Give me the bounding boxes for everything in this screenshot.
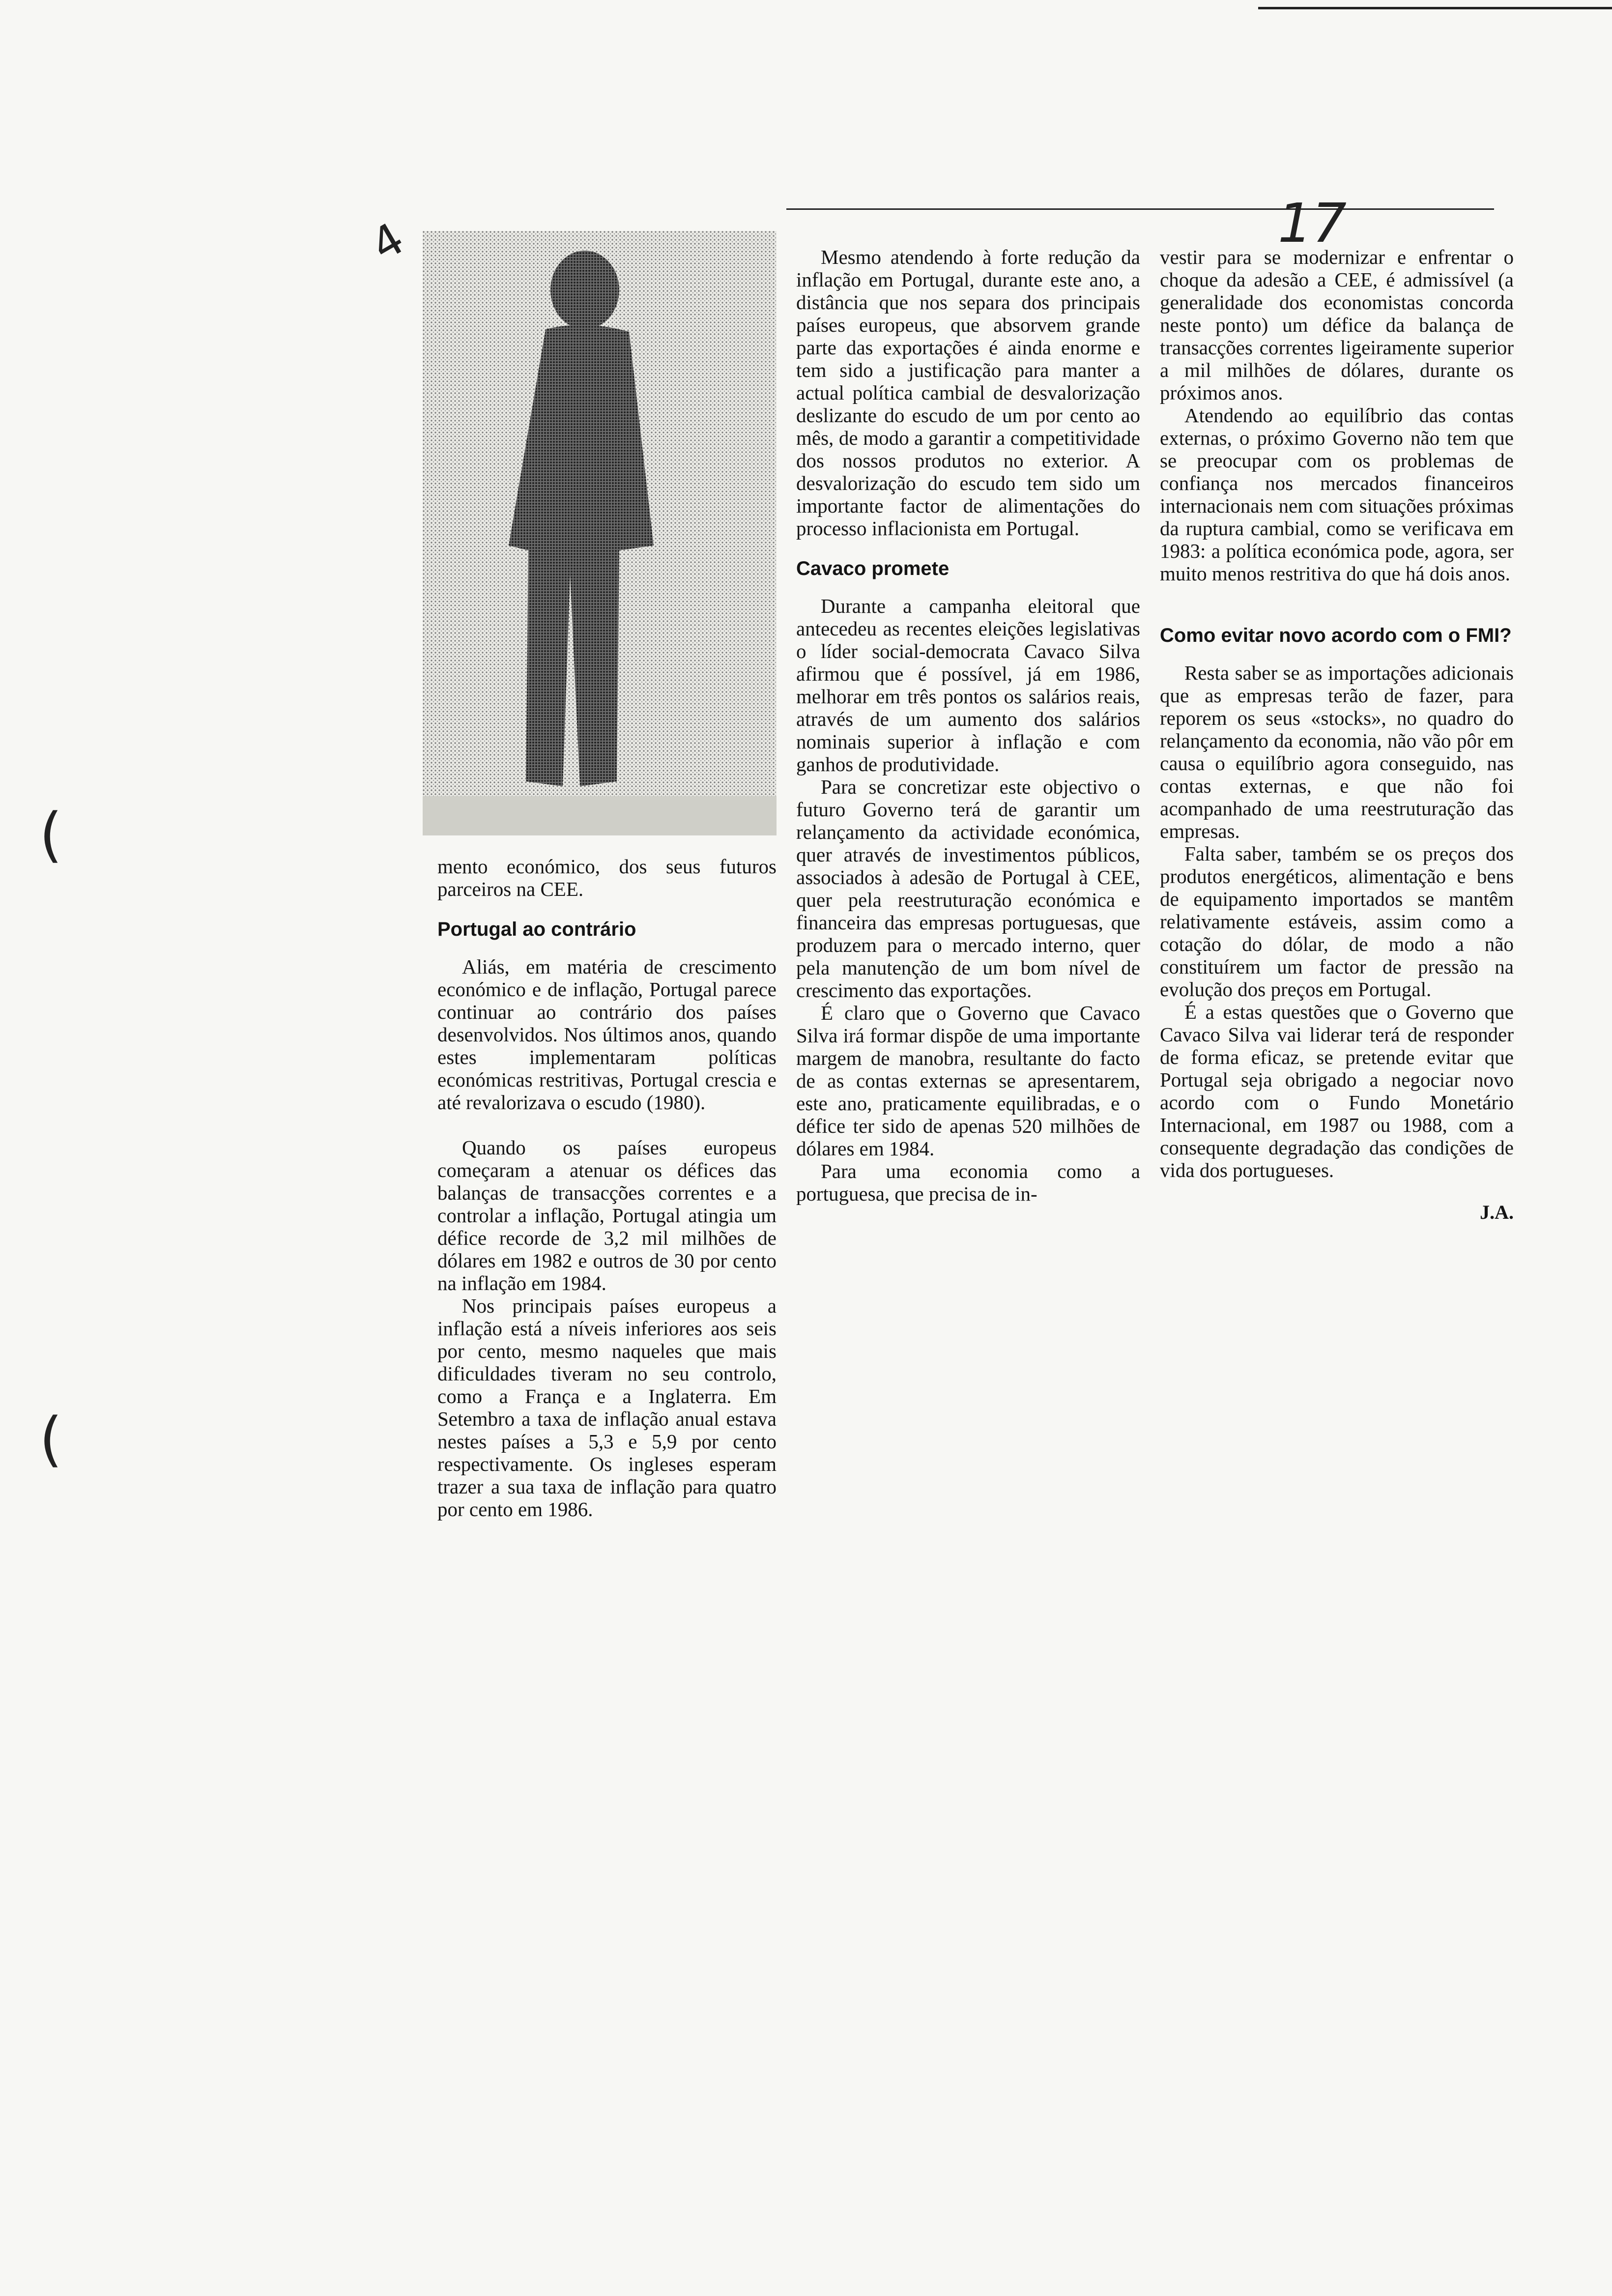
article-column-3 [1160, 246, 1514, 1224]
author-signature: J.A. [1480, 1201, 1514, 1223]
col2-paragraph-2: Durante a campanha eleitoral que antecedeu as recentes eleições legislativas o líder social-democrata Cavaco Silva afirmou que é possível, já em 1986, melhorar em três pontos os salários reais, através de um aumento dos salários nominais superior à inflação e com ganhos de produtividade. [796, 595, 1140, 775]
col3-paragraph-3: Resta saber se as importações adicionais que as empresas terão de fazer, para reporem os seus «stocks», no quadro do relançamento da economia, não vão pôr em causa o equilíbrio agora conseguido, nas contas externas, e que não foi acompanhado de uma reestruturação das empresas. [1160, 661, 1514, 842]
corner-mark: 4 [362, 212, 413, 272]
col3-subheading: Como evitar novo acordo com o FMI? [1160, 625, 1512, 646]
article-column-2 [796, 246, 1140, 1205]
col1-paragraph-1: Aliás, em matéria de crescimento económico e de inflação, Portugal parece continuar ao contrário dos países desenvolvidos. Nos últimos anos, quando estes implementaram políticas económicas restritivas, Portugal crescia e até revalorizava o escudo (1980). [437, 955, 777, 1114]
page-number: 17 [1278, 192, 1347, 255]
col2-paragraph-1: Mesmo atendendo à forte redução da inflação em Portugal, durante este ano, a distância que nos separa dos principais países europeus, que absorvem grande parte das exportações é ainda enorme e tem sido a justificação para manter a actual política cambial de desvalorização deslizante do escudo de um por cento ao mês, de modo a garantir a competitividade dos nossos produtos no exterior. A desvalorização do escudo tem sido um importante factor de alimentações do processo inflacionista em Portugal. [796, 246, 1140, 540]
binder-hole-mark-bottom: ( [39, 1406, 62, 1474]
col2-paragraph-5: Para uma economia como a portuguesa, que precisa de in- [796, 1160, 1140, 1205]
col3-paragraph-2: Atendendo ao equilíbrio das contas externas, o próximo Governo não tem que se preocupar com os problemas de confiança nos mercados financeiros internacionais nem com situações próximas da ruptura cambial, como se verificava em 1983: a política económica pode, agora, ser muito menos restritiva do que há dois anos. [1160, 404, 1514, 585]
binder-hole-mark-top: ( [39, 801, 62, 869]
col2-paragraph-3: Para se concretizar este objectivo o futuro Governo terá de garantir um relançamento da actividade económica, quer através de investimentos públicos, associados à adesão de Portugal à CEE, quer pela reestruturação económica e financeira das empresas portuguesas, que produzem para o mercado interno, quer pela manutenção de um bom nível de crescimento das exportações. [796, 775, 1140, 1002]
col1-subheading: Portugal ao contrário [437, 918, 636, 940]
header-rule [786, 208, 1494, 210]
newspaper-photo [423, 231, 777, 835]
col2-paragraph-4: É claro que o Governo que Cavaco Silva irá formar dispõe de uma importante margem de manobra, resultante do facto de as contas externas se apresentarem, este ano, praticamente equilibradas, e o défice ter sido de apenas 520 milhões de dólares em 1984. [796, 1002, 1140, 1160]
article-column-1 [437, 855, 777, 1521]
col1-paragraph-3: Nos principais países europeus a inflação está a níveis inferiores aos seis por cento, mesmo naqueles que mais dificuldades tiveram no seu controlo, como a França e a Inglaterra. Em Setembro a taxa de inflação anual estava nestes países a 5,3 e 5,9 por cento respectivamente. Os ingleses esperam trazer a sua taxa de inflação para quatro por cento em 1986. [437, 1294, 777, 1521]
col1-intro-paragraph: mento económico, dos seus futuros parceiros na CEE. [437, 855, 777, 900]
col3-paragraph-5: É a estas questões que o Governo que Cavaco Silva vai liderar terá de responder de forma eficaz, se pretende evitar que Portugal seja obrigado a negociar novo acordo com o Fundo Monetário Internacional, em 1987 ou 1988, com a consequente degradação das condições de vida dos portugueses. [1160, 1001, 1514, 1181]
col3-paragraph-4: Falta saber, também se os preços dos produtos energéticos, alimentação e bens de equipamento importados se mantêm relativamente estáveis, assim como a cotação do dólar, de modo a não constituírem um factor de pressão na evolução dos preços em Portugal. [1160, 842, 1514, 1001]
col2-subheading: Cavaco promete [796, 558, 950, 579]
top-edge-rule [1258, 7, 1612, 9]
col3-paragraph-1: vestir para se modernizar e enfrentar o choque da adesão a CEE, é admissível (a generalidade dos economistas concorda neste ponto) um défice da balança de transacções correntes ligeiramente superior a mil milhões de dólares, durante os próximos anos. [1160, 246, 1514, 404]
col1-paragraph-2: Quando os países europeus começaram a atenuar os défices das balanças de transacções correntes e a controlar a inflação, Portugal atingia um défice recorde de 3,2 mil milhões de dólares em 1982 e outros de 30 por cento na inflação em 1984. [437, 1136, 777, 1294]
